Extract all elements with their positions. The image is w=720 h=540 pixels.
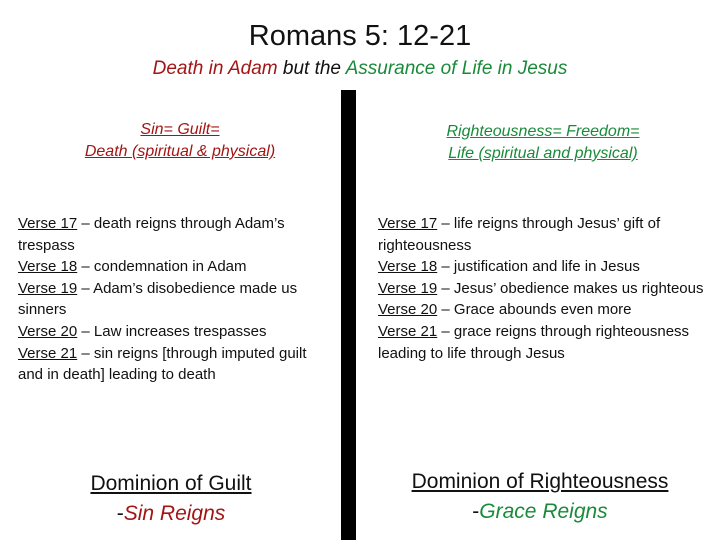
verse-ref: Verse 18 xyxy=(378,258,438,276)
verse-text: – grace reigns through righteousness leading to life through Jesus xyxy=(378,322,690,362)
left-reigns-line xyxy=(40,499,302,529)
right-column-heading xyxy=(378,121,708,165)
right-verse-item xyxy=(378,299,713,321)
right-heading-line2: Life (spiritual and physical) xyxy=(448,145,638,162)
verse-ref: Verse 20 xyxy=(18,322,78,340)
left-column-heading xyxy=(40,119,320,163)
left-verse-item xyxy=(18,256,326,278)
verse-text: – Adam’s disobedience made us sinners xyxy=(18,279,298,319)
verse-ref: Verse 17 xyxy=(18,215,78,232)
left-verse-item xyxy=(18,213,326,256)
left-heading-line1: Sin= Guilt= xyxy=(140,121,220,138)
verse-ref: Verse 21 xyxy=(378,322,438,340)
verse-text: – Jesus’ obedience makes us righteous xyxy=(437,279,704,297)
verse-text: – justification and life in Jesus xyxy=(437,258,640,276)
left-dominion-block xyxy=(40,469,302,529)
right-heading-line1: Righteousness= Freedom= xyxy=(446,123,640,140)
verse-text: – sin reigns [through imputed guilt and in death] leading to death xyxy=(18,344,307,384)
verse-ref: Verse 21 xyxy=(18,344,78,362)
left-verse-item xyxy=(18,278,326,321)
right-verse-list xyxy=(378,213,713,364)
verse-ref: Verse 19 xyxy=(18,279,78,297)
verse-ref: Verse 18 xyxy=(18,258,78,276)
center-divider xyxy=(341,90,356,540)
verse-text: – life reigns through Jesus’ gift of righteousness xyxy=(378,215,661,254)
reigns-dash: - xyxy=(472,500,480,523)
slide-subtitle xyxy=(0,56,720,82)
right-verse-item xyxy=(378,278,713,300)
right-verse-item xyxy=(378,321,713,364)
verse-ref: Verse 17 xyxy=(378,215,438,232)
verse-ref: Verse 19 xyxy=(378,279,438,297)
right-reigns-line xyxy=(375,497,705,527)
left-heading-line2: Death (spiritual & physical) xyxy=(84,143,276,160)
right-dominion-title: Dominion of Righteousness xyxy=(411,470,669,493)
reigns-dash: - xyxy=(116,502,124,525)
verse-ref: Verse 20 xyxy=(378,301,438,319)
right-dominion-block xyxy=(375,467,705,527)
subtitle-connector: but the xyxy=(277,58,346,79)
verse-text: – condemnation in Adam xyxy=(77,258,247,276)
right-reigns-text: Grace Reigns xyxy=(479,500,608,523)
subtitle-assurance-of-life: Assurance of Life in Jesus xyxy=(345,58,568,79)
verse-text: – Law increases trespasses xyxy=(77,322,267,340)
right-verse-item xyxy=(378,256,713,278)
left-reigns-text: Sin Reigns xyxy=(123,502,226,525)
left-verse-item xyxy=(18,321,326,343)
subtitle-death-in-adam: Death in Adam xyxy=(152,58,278,79)
right-verse-item xyxy=(378,213,713,256)
left-verse-item xyxy=(18,343,326,386)
left-verse-list xyxy=(18,213,326,386)
slide-title: Romans 5: 12-21 xyxy=(248,20,472,52)
verse-text: – Grace abounds even more xyxy=(437,301,632,319)
verse-text: – death reigns through Adam’s trespass xyxy=(18,215,285,254)
left-dominion-title: Dominion of Guilt xyxy=(90,472,252,495)
